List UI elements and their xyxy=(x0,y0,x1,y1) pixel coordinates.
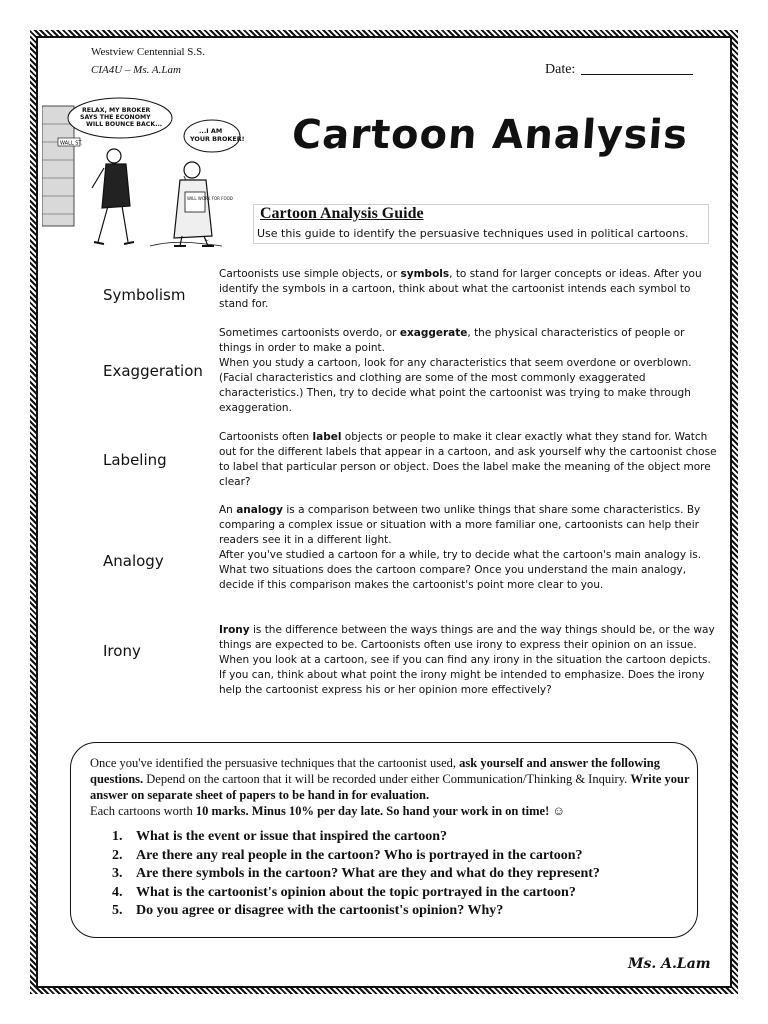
school-name: Westview Centennial S.S. xyxy=(91,46,205,58)
desc-symbolism xyxy=(219,267,719,312)
cardboard-sign xyxy=(185,192,205,212)
desc-paragraph: Sometimes cartoonists overdo, or exaggerate, the physical characteristics of people or things in order to make a point. xyxy=(219,327,685,354)
date-blank-line xyxy=(581,74,693,75)
desc-paragraph: When you study a cartoon, look for any characteristics that seem overdone or overblown. (Facial characteristics and clothing are some of the most commonly exaggerated characteristics.) Then, try to decide what point the cartoonist was trying to make through exaggeration. xyxy=(219,357,692,414)
page-title: Cartoon Analysis xyxy=(290,112,690,158)
date-field xyxy=(545,62,693,78)
date-label: Date: xyxy=(545,62,576,77)
list-item: 5. Do you agree or disagree with the cartoonist's opinion? Why? xyxy=(112,903,504,919)
svg-text:...I AM YOUR BROKER!: ...I AM YOUR BROKER! xyxy=(190,127,245,143)
list-item: 3. Are there symbols in the cartoon? What are they and what do they represent? xyxy=(112,866,600,882)
desc-paragraph: When you look at a cartoon, see if you can find any irony in the situation the cartoon depicts. If you can, think about what point the irony might be intended to emphasize. Does the irony help the cartoonist express his or her opinion more effectively? xyxy=(219,654,711,696)
desc-paragraph: An analogy is a comparison between two unlike things that share some characteristics. By comparing a complex issue or situation with a more familiar one, cartoonists can help their readers see it in a different light. xyxy=(219,504,701,546)
guide-title: Cartoon Analysis Guide xyxy=(260,205,424,222)
desc-analogy xyxy=(219,503,719,593)
desc-labeling xyxy=(219,430,719,490)
desc-paragraph: Irony is the difference between the ways things are and the way things should be, or the way things are expected to be. Cartoonists often use irony to express their opinion on an issue. xyxy=(219,624,715,651)
businessman-figure xyxy=(92,149,134,244)
questions-list xyxy=(112,828,692,921)
list-item: 2. Are there any real people in the cartoon? Who is portrayed in the cartoon? xyxy=(112,847,583,863)
desc-paragraph: Cartoonists use simple objects, or symbols, to stand for larger concepts or ideas. After you identify the symbols in a cartoon, think about what the cartoonist intends each symbol to stand for. xyxy=(219,268,702,310)
course-code: CIA4U – Ms. A.Lam xyxy=(91,64,181,76)
desc-exaggeration xyxy=(219,326,719,416)
desc-paragraph: After you've studied a cartoon for a while, try to decide what the cartoon's main analogy is. What two situations does the cartoon compare? Once you understand the main analogy, decide if this comparison makes the cartoonist's point more clear to you. xyxy=(219,549,702,591)
instructions-text: Once you've identified the persuasive techniques that the cartoonist used, ask yourself and answer the following questions. Depend on the cartoon that it will be recorded under either Communication/Thinking & Inquiry. Write your answer on separate sheet of papers to be hand in for evaluation. Each cartoons worth 10 marks. Minus 10% per day late. So hand your work in on time! ☺ xyxy=(90,756,690,818)
political-cartoon-illustration xyxy=(42,96,252,252)
list-item: 1. What is the event or issue that inspired the cartoon? xyxy=(112,829,447,844)
cartoonist-signature: ~ xyxy=(204,237,210,244)
list-item: 4. What is the cartoonist's opinion about the topic portrayed in the cartoon? xyxy=(112,884,576,900)
svg-text:RELAX, MY BROKER SAYS THE: RELAX, MY BROKER SAYS THE ECONOMY WILL BOUNCE BACK... xyxy=(80,107,163,128)
term-analogy: Analogy xyxy=(103,552,164,570)
guide-subtitle: Use this guide to identify the persuasive techniques used in political cartoons. xyxy=(257,227,689,240)
desc-irony xyxy=(219,623,719,698)
term-labeling: Labeling xyxy=(103,451,167,469)
wall-street-sign: WALL ST. xyxy=(60,140,83,147)
term-irony: Irony xyxy=(103,642,141,660)
cardboard-sign-text: WILL WORK FOR FOOD xyxy=(187,196,233,201)
term-exaggeration: Exaggeration xyxy=(103,362,203,380)
desc-paragraph: Cartoonists often label objects or people to make it clear exactly what they stand for. Watch out for the different labels that appear in a cartoon, and ask yourself why the cartoonist chose to label that particular person or object. Does the label make the meaning of the object more clear? xyxy=(219,431,717,488)
teacher-signature: Ms. A.Lam xyxy=(628,956,711,972)
term-symbolism: Symbolism xyxy=(103,286,186,304)
